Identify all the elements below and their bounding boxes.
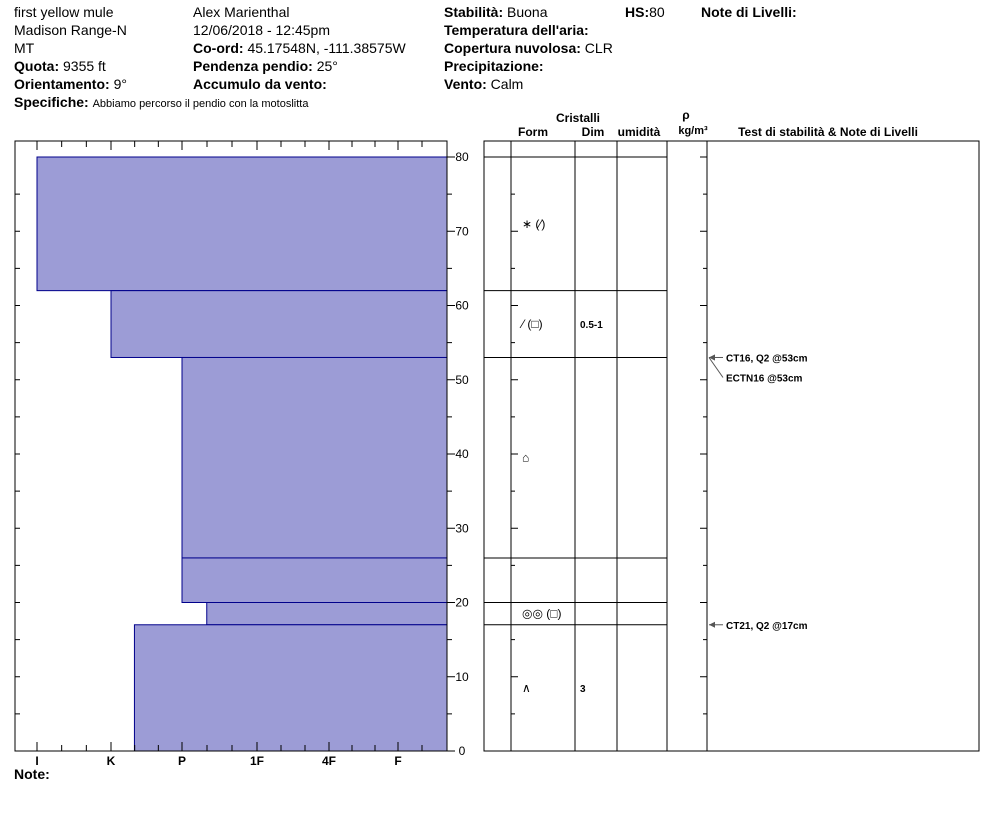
- y-tick-label-20: 20: [455, 595, 469, 610]
- x-tick-label-1F: 1F: [249, 754, 265, 768]
- coord-value: 45.17548N, -111.38575W: [247, 40, 406, 56]
- wind-loading-label: Accumulo da vento:: [193, 76, 327, 92]
- test-label-2: CT21, Q2 @17cm: [726, 620, 808, 632]
- elevation-label: Quota:: [14, 58, 60, 74]
- hardness-bar-1: [111, 291, 447, 358]
- stability-tests: [709, 353, 808, 631]
- layer-form-2: ⌂: [522, 450, 530, 465]
- y-tick-label-40: 40: [455, 447, 469, 461]
- layer-dim-1: 0.5-1: [580, 320, 603, 332]
- observation-datetime: 12/06/2018 - 12:45pm: [193, 22, 330, 38]
- test-label-0: CT16, Q2 @53cm: [726, 353, 808, 365]
- layer-form-4: ◎◎ (□): [522, 606, 562, 621]
- hardness-bar-5: [134, 625, 447, 751]
- hs-label: HS:: [625, 4, 650, 20]
- y-tick-label-10: 10: [455, 669, 469, 684]
- slope-value: 25°: [316, 58, 338, 74]
- aspect-label: Orientamento:: [14, 76, 110, 92]
- hardness-bars: [37, 157, 447, 751]
- cloud-value: CLR: [584, 40, 613, 56]
- col-header-dim: Dim: [581, 125, 605, 139]
- hardness-bar-2: [182, 357, 447, 557]
- hardness-bar-0: [37, 157, 447, 291]
- test-label-1: ECTN16 @53cm: [726, 373, 803, 385]
- slope-label: Pendenza pendio:: [193, 58, 313, 74]
- x-tick-label-K: K: [106, 754, 116, 768]
- table-border: [484, 141, 979, 751]
- location-name: first yellow mule: [14, 4, 114, 20]
- x-tick-label-F: F: [394, 754, 402, 768]
- y-tick-label-60: 60: [455, 298, 469, 313]
- layer-form-5: ∧: [522, 680, 531, 695]
- y-tick-label-50: 50: [455, 372, 469, 387]
- y-tick-label-70: 70: [455, 224, 469, 239]
- notes-label: Note:: [14, 766, 50, 782]
- specifics-value: Abbiamo percorso il pendio con la motoslitta: [92, 98, 309, 110]
- y-tick-label-0: 0: [458, 744, 466, 758]
- wind-label: Vento:: [444, 76, 487, 92]
- wind-value: Calm: [490, 76, 524, 92]
- crystal-table: [484, 141, 979, 751]
- aspect-value: 9°: [113, 76, 127, 92]
- test-arrow-2: [709, 622, 715, 628]
- hardness-bar-4: [207, 603, 447, 625]
- col-header-density: kg/m³: [678, 125, 708, 137]
- col-header-tests: Test di stabilità & Note di Livelli: [738, 125, 918, 139]
- y-tick-label-80: 80: [455, 150, 469, 164]
- y-tick-label-30: 30: [455, 521, 469, 536]
- x-tick-label-I: I: [35, 754, 39, 768]
- hardness-bar-3: [182, 558, 447, 603]
- elevation-value: 9355 ft: [63, 58, 106, 74]
- stability-value: Buona: [507, 4, 548, 20]
- layer-dim-5: 3: [580, 683, 586, 695]
- cloud-label: Copertura nuvolosa:: [444, 40, 581, 56]
- layer-form-1: ⁄ (□): [522, 317, 543, 332]
- col-header-humidity: umidità: [617, 125, 661, 139]
- col-header-crystals: Cristalli: [555, 111, 601, 125]
- test-leader-1: [709, 357, 723, 377]
- col-header-form: Form: [518, 125, 548, 139]
- state-name: MT: [14, 40, 35, 56]
- specifics-label: Specifiche:: [14, 94, 89, 110]
- hs-value: 80: [649, 4, 665, 20]
- precip-label: Precipitazione:: [444, 58, 544, 74]
- air-temp-label: Temperatura dell'aria:: [444, 22, 589, 38]
- x-tick-label-4F: 4F: [321, 754, 337, 768]
- layer-form-0: ∗ (⁄): [522, 216, 546, 231]
- coord-label: Co-ord:: [193, 40, 244, 56]
- x-tick-label-P: P: [177, 754, 187, 768]
- range-name: Madison Range-N: [14, 22, 127, 38]
- layer-notes-label: Note di Livelli:: [701, 4, 797, 20]
- col-header-rho: ρ: [682, 108, 690, 122]
- observer-name: Alex Marienthal: [193, 4, 290, 20]
- stability-label: Stabilità:: [444, 4, 504, 20]
